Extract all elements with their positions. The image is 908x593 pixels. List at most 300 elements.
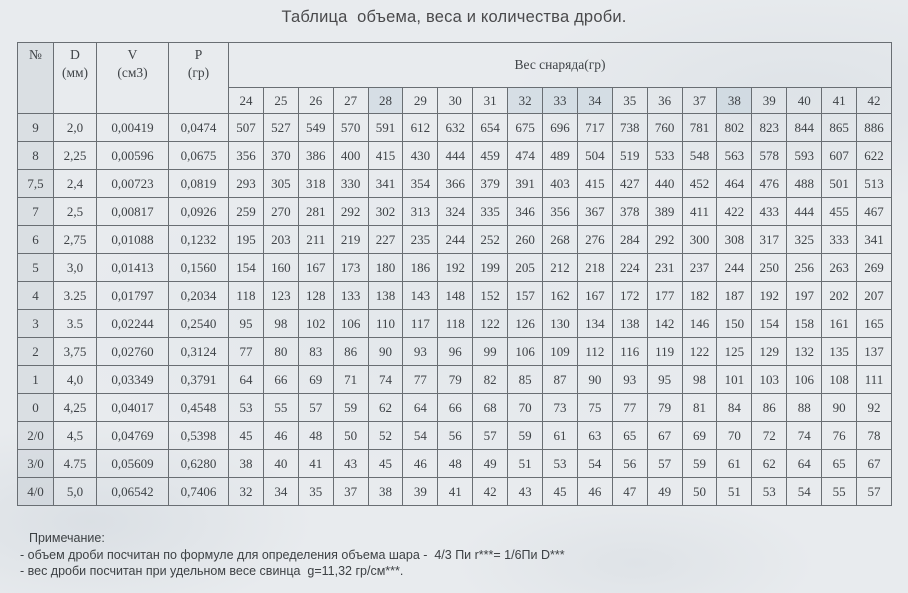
cell-d: 4,0 <box>54 366 97 394</box>
cell-count: 422 <box>717 198 752 226</box>
cell-count: 354 <box>403 170 438 198</box>
cell-d: 2,0 <box>54 114 97 142</box>
cell-count: 476 <box>752 170 787 198</box>
cell-count: 67 <box>647 422 682 450</box>
cell-v: 0,00817 <box>97 198 169 226</box>
cell-count: 92 <box>857 394 892 422</box>
cell-count: 161 <box>822 310 857 338</box>
cell-count: 106 <box>508 338 543 366</box>
cell-count: 49 <box>473 450 508 478</box>
cell-count: 330 <box>333 170 368 198</box>
cell-count: 54 <box>403 422 438 450</box>
notes-block <box>20 530 565 580</box>
cell-count: 886 <box>857 114 892 142</box>
cell-v: 0,03349 <box>97 366 169 394</box>
cell-count: 292 <box>647 226 682 254</box>
cell-num: 7 <box>18 198 54 226</box>
cell-count: 167 <box>298 254 333 282</box>
cell-count: 76 <box>822 422 857 450</box>
weight-col-header-24: 24 <box>229 88 264 114</box>
cell-p: 0,7406 <box>169 478 229 506</box>
cell-count: 50 <box>682 478 717 506</box>
cell-count: 45 <box>543 478 578 506</box>
cell-count: 48 <box>298 422 333 450</box>
cell-d: 2,5 <box>54 198 97 226</box>
cell-count: 467 <box>857 198 892 226</box>
cell-count: 53 <box>543 450 578 478</box>
cell-p: 0,0819 <box>169 170 229 198</box>
cell-count: 103 <box>752 366 787 394</box>
cell-d: 5,0 <box>54 478 97 506</box>
cell-v: 0,04769 <box>97 422 169 450</box>
cell-count: 45 <box>229 422 264 450</box>
cell-count: 48 <box>438 450 473 478</box>
cell-count: 67 <box>857 450 892 478</box>
cell-count: 154 <box>229 254 264 282</box>
cell-count: 292 <box>333 198 368 226</box>
cell-count: 186 <box>403 254 438 282</box>
cell-count: 64 <box>403 394 438 422</box>
cell-num: 8 <box>18 142 54 170</box>
weight-col-header-25: 25 <box>263 88 298 114</box>
table-row-7 <box>18 198 892 226</box>
cell-count: 85 <box>508 366 543 394</box>
cell-p: 0,5398 <box>169 422 229 450</box>
cell-count: 122 <box>682 338 717 366</box>
cell-count: 57 <box>298 394 333 422</box>
cell-count: 66 <box>263 366 298 394</box>
cell-count: 237 <box>682 254 717 282</box>
cell-count: 415 <box>368 142 403 170</box>
cell-count: 43 <box>508 478 543 506</box>
cell-count: 219 <box>333 226 368 254</box>
cell-count: 256 <box>787 254 822 282</box>
cell-count: 356 <box>543 198 578 226</box>
weight-col-header-30: 30 <box>438 88 473 114</box>
cell-d: 3,75 <box>54 338 97 366</box>
cell-count: 203 <box>263 226 298 254</box>
cell-count: 158 <box>787 310 822 338</box>
cell-count: 109 <box>543 338 578 366</box>
weight-col-header-40: 40 <box>787 88 822 114</box>
cell-count: 71 <box>333 366 368 394</box>
cell-count: 88 <box>787 394 822 422</box>
weight-col-header-36: 36 <box>647 88 682 114</box>
cell-count: 444 <box>438 142 473 170</box>
cell-count: 46 <box>263 422 298 450</box>
cell-count: 259 <box>229 198 264 226</box>
col-header-v-symbol: V <box>127 47 138 62</box>
cell-count: 622 <box>857 142 892 170</box>
cell-count: 519 <box>612 142 647 170</box>
cell-d: 2,4 <box>54 170 97 198</box>
cell-count: 57 <box>473 422 508 450</box>
table-row-4 <box>18 282 892 310</box>
cell-count: 218 <box>577 254 612 282</box>
cell-count: 202 <box>822 282 857 310</box>
cell-count: 90 <box>822 394 857 422</box>
cell-count: 760 <box>647 114 682 142</box>
cell-count: 142 <box>647 310 682 338</box>
cell-v: 0,04017 <box>97 394 169 422</box>
cell-count: 52 <box>368 422 403 450</box>
cell-d: 3.5 <box>54 310 97 338</box>
cell-count: 34 <box>263 478 298 506</box>
cell-count: 308 <box>717 226 752 254</box>
cell-count: 69 <box>682 422 717 450</box>
cell-count: 53 <box>229 394 264 422</box>
cell-count: 70 <box>508 394 543 422</box>
cell-count: 160 <box>263 254 298 282</box>
cell-count: 102 <box>298 310 333 338</box>
cell-count: 386 <box>298 142 333 170</box>
cell-count: 62 <box>368 394 403 422</box>
cell-v: 0,01088 <box>97 226 169 254</box>
cell-count: 75 <box>577 394 612 422</box>
cell-p: 0,4548 <box>169 394 229 422</box>
cell-count: 452 <box>682 170 717 198</box>
weight-col-header-38: 38 <box>717 88 752 114</box>
cell-count: 59 <box>508 422 543 450</box>
cell-count: 440 <box>647 170 682 198</box>
cell-count: 95 <box>647 366 682 394</box>
cell-count: 427 <box>612 170 647 198</box>
cell-v: 0,02244 <box>97 310 169 338</box>
cell-num: 4/0 <box>18 478 54 506</box>
cell-count: 270 <box>263 198 298 226</box>
cell-count: 87 <box>543 366 578 394</box>
cell-d: 4.75 <box>54 450 97 478</box>
cell-count: 86 <box>333 338 368 366</box>
table-row-5 <box>18 254 892 282</box>
cell-count: 403 <box>543 170 578 198</box>
cell-count: 444 <box>787 198 822 226</box>
weight-col-header-42: 42 <box>857 88 892 114</box>
cell-v: 0,01797 <box>97 282 169 310</box>
cell-count: 696 <box>543 114 578 142</box>
cell-count: 313 <box>403 198 438 226</box>
weight-col-header-39: 39 <box>752 88 787 114</box>
col-header-d <box>54 43 97 114</box>
page-title: Таблица объема, веса и количества дроби. <box>281 8 627 26</box>
cell-count: 46 <box>403 450 438 478</box>
cell-count: 293 <box>229 170 264 198</box>
cell-count: 341 <box>857 226 892 254</box>
cell-count: 90 <box>577 366 612 394</box>
cell-count: 95 <box>229 310 264 338</box>
cell-v: 0,00596 <box>97 142 169 170</box>
cell-v: 0,05609 <box>97 450 169 478</box>
weight-col-header-34: 34 <box>577 88 612 114</box>
cell-num: 3 <box>18 310 54 338</box>
cell-count: 54 <box>577 450 612 478</box>
cell-count: 527 <box>263 114 298 142</box>
cell-count: 106 <box>333 310 368 338</box>
cell-count: 122 <box>473 310 508 338</box>
table-row-3 <box>18 310 892 338</box>
cell-count: 197 <box>787 282 822 310</box>
cell-count: 134 <box>577 310 612 338</box>
cell-count: 130 <box>543 310 578 338</box>
cell-count: 305 <box>263 170 298 198</box>
cell-count: 269 <box>857 254 892 282</box>
cell-p: 0,0675 <box>169 142 229 170</box>
cell-count: 45 <box>368 450 403 478</box>
cell-count: 167 <box>577 282 612 310</box>
col-header-v-unit: (см3) <box>117 64 148 80</box>
cell-num: 5 <box>18 254 54 282</box>
cell-count: 55 <box>822 478 857 506</box>
cell-count: 244 <box>438 226 473 254</box>
cell-count: 125 <box>717 338 752 366</box>
cell-count: 84 <box>717 394 752 422</box>
cell-count: 64 <box>229 366 264 394</box>
cell-count: 47 <box>612 478 647 506</box>
cell-count: 98 <box>263 310 298 338</box>
cell-count: 366 <box>438 170 473 198</box>
cell-count: 356 <box>229 142 264 170</box>
cell-count: 55 <box>263 394 298 422</box>
cell-count: 455 <box>822 198 857 226</box>
cell-count: 148 <box>438 282 473 310</box>
cell-count: 35 <box>298 478 333 506</box>
cell-p: 0,6280 <box>169 450 229 478</box>
cell-count: 284 <box>612 226 647 254</box>
cell-count: 74 <box>368 366 403 394</box>
cell-p: 0,0926 <box>169 198 229 226</box>
cell-count: 844 <box>787 114 822 142</box>
cell-count: 205 <box>508 254 543 282</box>
cell-count: 96 <box>438 338 473 366</box>
cell-count: 632 <box>438 114 473 142</box>
cell-count: 268 <box>543 226 578 254</box>
cell-count: 65 <box>822 450 857 478</box>
cell-num: 2/0 <box>18 422 54 450</box>
table-row-9 <box>18 114 892 142</box>
cell-count: 72 <box>752 422 787 450</box>
cell-count: 138 <box>368 282 403 310</box>
table-row-1 <box>18 366 892 394</box>
cell-count: 187 <box>717 282 752 310</box>
cell-count: 66 <box>438 394 473 422</box>
col-header-v <box>97 43 169 114</box>
cell-count: 65 <box>612 422 647 450</box>
cell-count: 459 <box>473 142 508 170</box>
cell-num: 0 <box>18 394 54 422</box>
cell-count: 195 <box>229 226 264 254</box>
cell-count: 39 <box>403 478 438 506</box>
cell-count: 180 <box>368 254 403 282</box>
cell-count: 341 <box>368 170 403 198</box>
cell-count: 112 <box>577 338 612 366</box>
cell-count: 591 <box>368 114 403 142</box>
cell-count: 612 <box>403 114 438 142</box>
cell-count: 173 <box>333 254 368 282</box>
cell-count: 133 <box>333 282 368 310</box>
cell-count: 654 <box>473 114 508 142</box>
table-row-2 <box>18 338 892 366</box>
cell-count: 138 <box>612 310 647 338</box>
cell-count: 333 <box>822 226 857 254</box>
cell-count: 32 <box>229 478 264 506</box>
col-header-num-label: № <box>29 47 42 62</box>
cell-count: 83 <box>298 338 333 366</box>
col-header-weight-group: Вес снаряда(гр) <box>229 43 892 88</box>
cell-count: 162 <box>543 282 578 310</box>
cell-count: 300 <box>682 226 717 254</box>
cell-count: 400 <box>333 142 368 170</box>
weight-col-header-41: 41 <box>822 88 857 114</box>
cell-count: 172 <box>612 282 647 310</box>
cell-count: 108 <box>822 366 857 394</box>
cell-num: 3/0 <box>18 450 54 478</box>
cell-count: 68 <box>473 394 508 422</box>
weight-col-header-35: 35 <box>612 88 647 114</box>
cell-count: 318 <box>298 170 333 198</box>
cell-count: 123 <box>263 282 298 310</box>
cell-count: 578 <box>752 142 787 170</box>
cell-count: 50 <box>333 422 368 450</box>
cell-num: 4 <box>18 282 54 310</box>
cell-count: 302 <box>368 198 403 226</box>
cell-count: 46 <box>577 478 612 506</box>
cell-count: 415 <box>577 170 612 198</box>
cell-count: 474 <box>508 142 543 170</box>
cell-num: 6 <box>18 226 54 254</box>
cell-p: 0,0474 <box>169 114 229 142</box>
cell-count: 126 <box>508 310 543 338</box>
cell-count: 106 <box>787 366 822 394</box>
cell-p: 0,3124 <box>169 338 229 366</box>
cell-count: 62 <box>752 450 787 478</box>
cell-count: 118 <box>229 282 264 310</box>
cell-count: 146 <box>682 310 717 338</box>
cell-count: 207 <box>857 282 892 310</box>
cell-p: 0,3791 <box>169 366 229 394</box>
cell-count: 38 <box>368 478 403 506</box>
cell-count: 93 <box>403 338 438 366</box>
table-row-8 <box>18 142 892 170</box>
cell-count: 57 <box>647 450 682 478</box>
cell-count: 54 <box>787 478 822 506</box>
cell-count: 99 <box>473 338 508 366</box>
cell-count: 57 <box>857 478 892 506</box>
cell-count: 118 <box>438 310 473 338</box>
cell-count: 324 <box>438 198 473 226</box>
cell-count: 411 <box>682 198 717 226</box>
cell-count: 157 <box>508 282 543 310</box>
cell-count: 74 <box>787 422 822 450</box>
cell-count: 211 <box>298 226 333 254</box>
cell-p: 0,1232 <box>169 226 229 254</box>
cell-count: 51 <box>717 478 752 506</box>
cell-v: 0,02760 <box>97 338 169 366</box>
cell-count: 548 <box>682 142 717 170</box>
shot-table <box>17 42 892 506</box>
cell-count: 570 <box>333 114 368 142</box>
cell-count: 165 <box>857 310 892 338</box>
cell-p: 0,1560 <box>169 254 229 282</box>
cell-count: 250 <box>752 254 787 282</box>
cell-count: 563 <box>717 142 752 170</box>
weight-col-header-27: 27 <box>333 88 368 114</box>
cell-count: 367 <box>577 198 612 226</box>
weight-col-header-31: 31 <box>473 88 508 114</box>
cell-count: 489 <box>543 142 578 170</box>
table-row-3/0 <box>18 450 892 478</box>
cell-count: 549 <box>298 114 333 142</box>
cell-count: 49 <box>647 478 682 506</box>
cell-count: 56 <box>612 450 647 478</box>
cell-count: 42 <box>473 478 508 506</box>
cell-v: 0,00419 <box>97 114 169 142</box>
cell-count: 79 <box>647 394 682 422</box>
cell-count: 143 <box>403 282 438 310</box>
cell-count: 389 <box>647 198 682 226</box>
cell-count: 675 <box>508 114 543 142</box>
cell-count: 77 <box>403 366 438 394</box>
cell-count: 43 <box>333 450 368 478</box>
cell-count: 70 <box>717 422 752 450</box>
cell-count: 119 <box>647 338 682 366</box>
cell-v: 0,00723 <box>97 170 169 198</box>
cell-v: 0,01413 <box>97 254 169 282</box>
cell-count: 110 <box>368 310 403 338</box>
cell-d: 4,25 <box>54 394 97 422</box>
cell-count: 69 <box>298 366 333 394</box>
cell-count: 117 <box>403 310 438 338</box>
cell-count: 276 <box>577 226 612 254</box>
cell-count: 464 <box>717 170 752 198</box>
cell-num: 1 <box>18 366 54 394</box>
cell-count: 224 <box>612 254 647 282</box>
cell-count: 260 <box>508 226 543 254</box>
cell-count: 116 <box>612 338 647 366</box>
cell-count: 41 <box>438 478 473 506</box>
cell-d: 3.25 <box>54 282 97 310</box>
cell-count: 129 <box>752 338 787 366</box>
cell-count: 281 <box>298 198 333 226</box>
cell-count: 235 <box>403 226 438 254</box>
cell-count: 79 <box>438 366 473 394</box>
cell-count: 101 <box>717 366 752 394</box>
cell-count: 379 <box>473 170 508 198</box>
cell-count: 150 <box>717 310 752 338</box>
table-row-2/0 <box>18 422 892 450</box>
cell-count: 61 <box>717 450 752 478</box>
cell-count: 823 <box>752 114 787 142</box>
cell-count: 378 <box>612 198 647 226</box>
cell-p: 0,2540 <box>169 310 229 338</box>
cell-count: 593 <box>787 142 822 170</box>
table-row-6 <box>18 226 892 254</box>
weight-col-header-28: 28 <box>368 88 403 114</box>
cell-count: 781 <box>682 114 717 142</box>
cell-count: 73 <box>543 394 578 422</box>
cell-count: 63 <box>577 422 612 450</box>
cell-count: 152 <box>473 282 508 310</box>
cell-count: 137 <box>857 338 892 366</box>
cell-count: 513 <box>857 170 892 198</box>
cell-count: 717 <box>577 114 612 142</box>
cell-count: 244 <box>717 254 752 282</box>
col-header-d-symbol: D <box>70 47 80 62</box>
cell-count: 231 <box>647 254 682 282</box>
table-body <box>18 114 892 506</box>
cell-count: 59 <box>333 394 368 422</box>
col-header-p-unit: (гр) <box>187 64 210 80</box>
cell-count: 865 <box>822 114 857 142</box>
